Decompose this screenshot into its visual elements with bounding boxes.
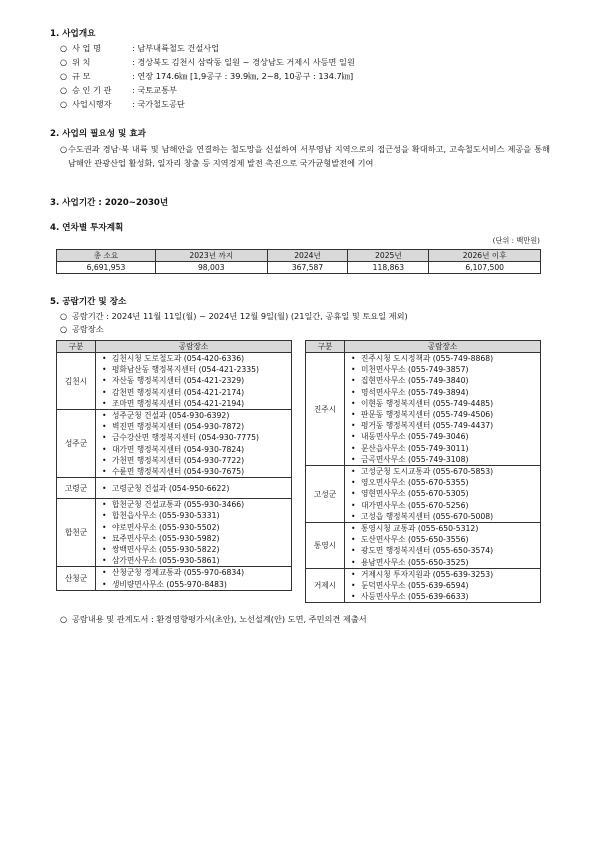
venue-item: • 거제시청 투자지원과 (055-639-3253) xyxy=(351,569,540,580)
venue-places xyxy=(96,567,292,590)
circle-bullet-icon: ○ xyxy=(60,85,68,95)
venue-item: • 금곡면사무소 (055-749-3108) xyxy=(351,454,540,465)
venue-header-row xyxy=(57,341,292,353)
necessity-text: 수도권과 경남·북 내륙 및 남해안을 연결하는 철도망을 신설하여 서부영남 지역으로의 접근성을 확대하고, 고속철도서비스 제공을 통해 남해안 관광산업 활성화, 일자리 창출 등 지역경제 발전 촉진으로 국가균형발전에 기여 xyxy=(68,144,550,168)
overview-item xyxy=(60,99,185,110)
venue-item: • 판문동 행정복지센터 (055-749-4506) xyxy=(351,409,540,420)
overview-value: : 경상북도 김천시 삼락동 일원 ~ 경상남도 거제시 사등면 일원 xyxy=(132,57,355,67)
venue-item: • 묘주면사무소 (055-930-5982) xyxy=(102,533,291,544)
overview-item xyxy=(60,85,177,96)
place-label: 공람장소 xyxy=(72,324,104,334)
venue-region: 산청군 xyxy=(57,567,96,590)
overview-value: : 국토교통부 xyxy=(132,85,177,95)
venue-item: • 김천시청 도로철도과 (054-420-6336) xyxy=(102,353,291,364)
venue-header-row xyxy=(306,341,541,353)
venue-item: • 대가면 행정복지센터 (054-930-7824) xyxy=(102,444,291,455)
investment-header-cell: 2025년 xyxy=(348,250,429,262)
venue-item: • 영현면사무소 (055-670-5305) xyxy=(351,488,540,499)
venue-item: • 가천면 행정복지센터 (054-930-7722) xyxy=(102,455,291,466)
investment-value-cell: 6,691,953 xyxy=(57,262,156,274)
investment-header-cell: 2024년 xyxy=(267,250,348,262)
venue-places xyxy=(96,478,292,499)
venue-item: • 쌍백면사무소 (055-930-5822) xyxy=(102,544,291,555)
venue-region: 통영시 xyxy=(306,523,345,569)
circle-bullet-icon: ○ xyxy=(60,71,68,81)
venue-table-left xyxy=(56,340,292,591)
venue-region: 고령군 xyxy=(57,478,96,499)
overview-item xyxy=(60,43,219,54)
venue-item: • 조마면 행정복지센터 (054-421-2194) xyxy=(102,398,291,409)
venue-item: • 자산동 행정복지센터 (054-421-2329) xyxy=(102,375,291,386)
venue-item: • 야로면사무소 (055-930-5502) xyxy=(102,522,291,533)
venue-item: • 성주군청 건설과 (054-930-6392) xyxy=(102,410,291,421)
venue-item: • 도산면사무소 (055-650-3556) xyxy=(351,534,540,545)
venue-row xyxy=(57,478,292,499)
investment-header-cell: 2026년 이후 xyxy=(429,250,541,262)
overview-item xyxy=(60,57,355,68)
venue-header-place: 공람장소 xyxy=(96,341,292,353)
venue-item: • 벽진면 행정복지센터 (054-930-7872) xyxy=(102,421,291,432)
venue-item: • 생비량면사무소 (055-970-8483) xyxy=(102,579,291,590)
venue-item: • 문산읍사무소 (055-749-3011) xyxy=(351,443,540,454)
venue-region: 성주군 xyxy=(57,410,96,478)
venue-row xyxy=(306,523,541,569)
venue-region: 진주시 xyxy=(306,353,345,466)
necessity-paragraph xyxy=(60,143,550,170)
overview-label: 사 업 명 xyxy=(72,43,101,53)
venue-places xyxy=(345,523,541,569)
venue-table-right xyxy=(305,340,541,603)
venue-places xyxy=(96,353,292,410)
venue-row xyxy=(57,567,292,590)
investment-table xyxy=(56,249,541,274)
circle-bullet-icon: ○ xyxy=(60,144,68,154)
circle-bullet-icon: ○ xyxy=(60,99,68,109)
overview-value: : 남부내륙철도 건설사업 xyxy=(132,43,220,53)
venue-item: • 이현동 행정복지센터 (055-749-4485) xyxy=(351,398,540,409)
venue-places xyxy=(345,353,541,466)
overview-label: 사업시행자 xyxy=(72,99,112,109)
venue-item: • 삼가면사무소 (055-930-5861) xyxy=(102,555,291,566)
overview-item xyxy=(60,71,353,82)
venue-item: • 산청군청 경제교통과 (055-970-6834) xyxy=(102,567,291,578)
unit-label: (단위 : 백만원) xyxy=(492,236,540,245)
investment-header-row xyxy=(57,250,541,262)
venue-places xyxy=(345,568,541,603)
overview-value: : 국가철도공단 xyxy=(132,99,185,109)
overview-label: 규 모 xyxy=(72,71,91,81)
venue-places xyxy=(96,499,292,567)
venue-item: • 미천면사무소 (055-749-3857) xyxy=(351,364,540,375)
circle-bullet-icon: ○ xyxy=(60,324,68,334)
venue-item: • 합천읍사무소 (055-930-5331) xyxy=(102,510,291,521)
investment-value-cell: 118,863 xyxy=(348,262,429,274)
venue-item: • 진주시청 도시정책과 (055-749-8868) xyxy=(351,353,540,364)
venue-header-place: 공람장소 xyxy=(345,341,541,353)
section-5-title: 5. 공람기간 및 장소 xyxy=(50,297,127,307)
venue-region: 합천군 xyxy=(57,499,96,567)
circle-bullet-icon: ○ xyxy=(60,614,68,624)
period-line xyxy=(60,311,408,322)
venue-item: • 둔덕면사무소 (055-639-6594) xyxy=(351,580,540,591)
section-1-title: 1. 사업개요 xyxy=(50,29,96,39)
investment-header-cell: 2023년 까지 xyxy=(155,250,267,262)
venue-header-region: 구분 xyxy=(57,341,96,353)
documents-text: 공람내용 및 관계도서 : 환경영향평가서(초안), 노선설계(안) 도면, 주민의견 제출서 xyxy=(72,614,367,624)
investment-value-row xyxy=(57,262,541,274)
section-2-title: 2. 사업의 필요성 및 효과 xyxy=(50,129,146,139)
venue-item: • 고성읍 행정복지센터 (055-670-5008) xyxy=(351,511,540,522)
overview-label: 승 인 기 관 xyxy=(72,85,112,95)
venue-item: • 고령군청 건설과 (054-950-6622) xyxy=(102,483,291,494)
venue-item: • 평화남산동 행정복지센터 (054-421-2335) xyxy=(102,364,291,375)
venue-item: • 수륜면 행정복지센터 (054-930-7675) xyxy=(102,466,291,477)
venue-item: • 사등면사무소 (055-639-6633) xyxy=(351,591,540,602)
overview-value: : 연장 174.6㎞ [1,9공구 : 39.9㎞, 2~8, 10공구 : 134.7㎞] xyxy=(132,71,354,81)
venue-row xyxy=(57,499,292,567)
overview-label: 위 치 xyxy=(72,57,91,67)
venue-places xyxy=(345,466,541,523)
venue-row xyxy=(306,353,541,466)
venue-item: • 영오면사무소 (055-670-5355) xyxy=(351,477,540,488)
investment-header-cell: 총 소요 xyxy=(57,250,156,262)
period-text: 공람기간 : 2024년 11월 11일(월) ~ 2024년 12월 9일(월) (21일간, 공휴일 및 토요일 제외) xyxy=(72,311,408,321)
venue-item: • 감천면 행정복지센터 (054-421-2174) xyxy=(102,387,291,398)
documents-line xyxy=(60,614,367,625)
investment-value-cell: 367,587 xyxy=(267,262,348,274)
venue-row xyxy=(306,568,541,603)
venue-item: • 합천군청 건설교통과 (055-930-3466) xyxy=(102,499,291,510)
section-4-title: 4. 연차별 투자계획 xyxy=(50,223,124,233)
venue-header-region: 구분 xyxy=(306,341,345,353)
venue-row xyxy=(57,353,292,410)
venue-row xyxy=(306,466,541,523)
venue-region: 김천시 xyxy=(57,353,96,410)
investment-value-cell: 6,107,500 xyxy=(429,262,541,274)
circle-bullet-icon: ○ xyxy=(60,43,68,53)
venue-item: • 내동면사무소 (055-749-3046) xyxy=(351,431,540,442)
venue-item: • 고성군청 도시교통과 (055-670-5853) xyxy=(351,466,540,477)
venue-region: 고성군 xyxy=(306,466,345,523)
venue-item: • 금수강산면 행정복지센터 (054-930-7775) xyxy=(102,432,291,443)
venue-item: • 대가면사무소 (055-670-5256) xyxy=(351,500,540,511)
investment-value-cell: 98,003 xyxy=(155,262,267,274)
venue-item: • 평거동 행정복지센터 (055-749-4437) xyxy=(351,420,540,431)
section-3-title: 3. 사업기간 : 2020~2030년 xyxy=(50,198,169,208)
venue-item: • 용남면사무소 (055-650-3525) xyxy=(351,557,540,568)
venue-item: • 명석면사무소 (055-749-3894) xyxy=(351,387,540,398)
venue-item: • 통영시청 교통과 (055-650-5312) xyxy=(351,523,540,534)
venue-row xyxy=(57,410,292,478)
circle-bullet-icon: ○ xyxy=(60,57,68,67)
venue-item: • 광도면 행정복지센터 (055-650-3574) xyxy=(351,545,540,556)
venue-item: • 집현면사무소 (055-749-3840) xyxy=(351,375,540,386)
circle-bullet-icon: ○ xyxy=(60,311,68,321)
venue-places xyxy=(96,410,292,478)
venue-region: 거제시 xyxy=(306,568,345,603)
place-label-line xyxy=(60,324,104,335)
